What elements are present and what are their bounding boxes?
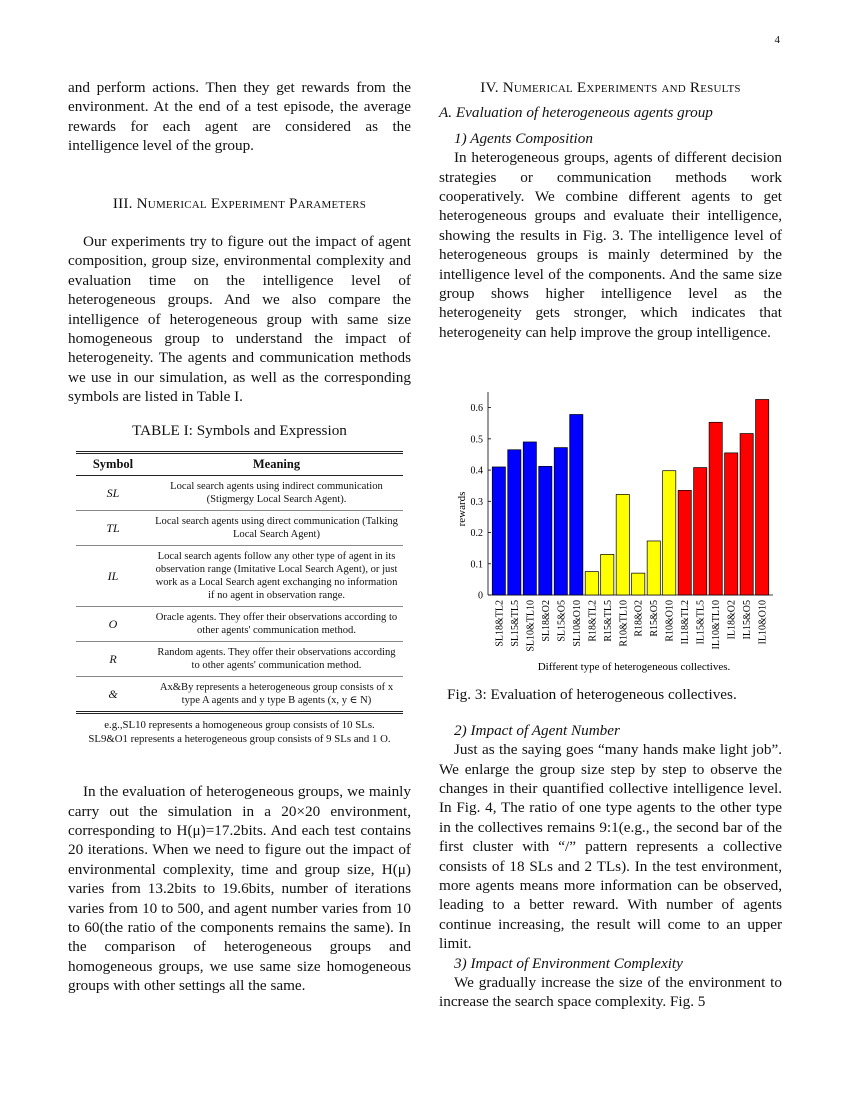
y-tick-label: 0 — [478, 590, 483, 602]
bar-IL10&O10 — [756, 400, 769, 596]
subsubsection-heading-3: 3) Impact of Environment Complexity — [454, 954, 683, 972]
bar-R10&O10 — [663, 471, 676, 595]
chart-bars — [492, 400, 768, 596]
table-header-symbol: Symbol — [92, 457, 134, 472]
paragraph-agent-number: Just as the saying goes “many hands make light job”. We enlarge the group size step by step to observe the changes in their quantified collective intelligence level. In Fig. 4, The ratio of one type agents to the other type in the collectives remains 9:1(e.g., the second bar of the first cluster with “/” pattern represents a collective consists of 18 SLs and 2 TLs). In the test environment, more agents means more information can be observed, leading to a better reward. With number of agents continue increasing, the result will come to an upper limit. — [439, 741, 782, 953]
bar-R18&TL2 — [585, 572, 598, 595]
bar-SL18&TL2 — [492, 467, 505, 595]
bar-IL10&TL10 — [709, 423, 722, 596]
table-cell-symbol: SL — [106, 485, 120, 500]
bar-R18&O2 — [632, 573, 645, 595]
chart-x-tick-labels — [494, 600, 768, 652]
x-tick-label: SL10&O10 — [571, 600, 583, 647]
table-cell-symbol: & — [108, 686, 118, 701]
bar-SL15&O5 — [554, 448, 567, 595]
x-tick-label: R10&O10 — [664, 600, 676, 642]
table-cell-symbol: TL — [106, 520, 120, 535]
table-cell-meaning: Local search agents follow any other type of agent in its observation range (Imitative Local Search Agent), or just work as a Local Search agent exchanging no information if no agent in observation range. — [155, 551, 398, 602]
section-heading-4: IV. Numerical Experiments and Results — [480, 79, 741, 96]
symbols-table — [76, 451, 403, 714]
x-tick-label: SL18&TL2 — [494, 600, 506, 647]
bar-chart — [439, 384, 782, 674]
paragraph-experiments: Our experiments try to figure out the impact of agent composition, group size, environmental complexity and evaluation time on the intelligence level of heterogeneous groups. And we also compare the intelligence of heterogeneous group with same size homogeneous group to understand the impact of heterogeneity. The agents and communication methods we use in our simulation, as well as the corresponding symbols are listed in Table I. — [68, 233, 411, 406]
paragraph-environment: We gradually increase the size of the environment to increase the search space complexity. Fig. 5 — [439, 973, 782, 1011]
table-cell-meaning: Random agents. They offer their observations according to other agents' communication method. — [157, 647, 396, 672]
subsubsection-heading-2: 2) Impact of Agent Number — [454, 721, 620, 739]
x-tick-label: IL10&O10 — [757, 600, 769, 645]
table-cell-symbol: O — [108, 616, 118, 631]
paragraph-intro: and perform actions. Then they get rewards from the environment. At the end of a test episode, the average rewards for each agent are considered as the intelligence level of the group. — [68, 79, 411, 155]
table-row — [76, 642, 403, 677]
table-cell-meaning: Ax&By represents a heterogeneous group consists of x type A agents and y type B agents (x, y ∈ N) — [159, 682, 394, 707]
y-tick-label: 0.5 — [470, 434, 483, 446]
table-cell-meaning: Local search agents using direct communication (Talking Local Search Agent) — [155, 516, 398, 541]
table-cell-symbol: R — [109, 651, 117, 666]
bar-IL15&TL5 — [694, 468, 707, 595]
bar-SL18&O2 — [539, 467, 552, 596]
x-tick-label: SL15&O5 — [556, 600, 568, 642]
paragraph-evaluation: In the evaluation of heterogeneous groups, we mainly carry out the simulation in a 20×20 environment, corresponding to H(μ)=17.2bits. And each test contains 20 iterations. When we need to figure out the impact of environmental complexity, time and group size, H(μ) varies from 13.2bits to 19.6bits, number of iterations varies from 10 to 500, and agent number varies from 10 to 60(the ratio of the components remains the same). In the comparison of heterogeneous groups and homogeneous groups, we use same size homogeneous groups with other settings all the same. — [68, 783, 411, 995]
y-tick-label: 0.2 — [470, 528, 483, 540]
subsubsection-heading-1: 1) Agents Composition — [454, 129, 593, 147]
y-axis-label: rewards — [456, 491, 468, 527]
x-tick-label: SL15&TL5 — [509, 600, 521, 647]
y-tick-label: 0.4 — [470, 465, 483, 477]
bar-SL15&TL5 — [508, 450, 521, 595]
table-row — [76, 677, 403, 713]
bar-IL15&O5 — [740, 434, 753, 595]
x-tick-label: R15&O5 — [649, 600, 661, 637]
bar-IL18&O2 — [725, 453, 738, 595]
table-cell-symbol: IL — [107, 568, 119, 583]
table-row — [76, 546, 403, 607]
paragraph-composition: In heterogeneous groups, agents of different decision strategies or communication methods work cooperatively. We combine different agents to get heterogeneous groups and evaluate their intelligence, showing the results in Fig. 3. The intelligence level of heterogeneous groups is mainly determined by the intelligence level of the components. And the same size group shows higher intelligence level as the heterogeneity gets stronger, which indicates that heterogeneity can help improve the group intelligence. — [439, 149, 782, 341]
y-tick-label: 0.3 — [470, 497, 483, 509]
x-tick-label: R18&TL2 — [587, 600, 599, 642]
x-tick-label: IL15&TL5 — [695, 600, 707, 645]
table-header-meaning: Meaning — [252, 457, 301, 472]
x-tick-label: SL18&O2 — [540, 600, 552, 642]
x-tick-label: R15&TL5 — [602, 600, 614, 642]
x-tick-label: R18&O2 — [633, 600, 645, 637]
y-tick-label: 0.6 — [470, 403, 483, 415]
figure-caption: Fig. 3: Evaluation of heterogeneous collectives. — [447, 686, 737, 704]
bar-R10&TL10 — [616, 495, 629, 596]
table-row — [76, 511, 403, 546]
x-axis-label: Different type of heterogeneous collectives. — [537, 661, 731, 674]
x-tick-label: R10&TL10 — [618, 600, 630, 647]
table-row — [76, 476, 403, 511]
section-heading-3: III. Numerical Experiment Parameters — [112, 194, 367, 212]
x-tick-label: SL10&TL10 — [525, 600, 537, 652]
subsection-heading-a: A. Evaluation of heterogeneous agents group — [439, 104, 713, 122]
bar-IL18&TL2 — [678, 491, 691, 596]
page-number: 4 — [774, 34, 780, 46]
right-column — [439, 78, 782, 1012]
table-header-row — [76, 453, 403, 476]
bar-R15&O5 — [647, 541, 660, 595]
table-note-line2: SL9&O1 represents a heterogeneous group consists of 9 SLs and 1 O. — [88, 733, 391, 746]
table-row — [76, 607, 403, 642]
bar-SL10&TL10 — [523, 442, 536, 595]
table-caption: TABLE I: Symbols and Expression — [132, 421, 347, 439]
table-cell-meaning: Oracle agents. They offer their observations according to other agents' communication method. — [155, 612, 398, 637]
table-cell-meaning: Local search agents using indirect communication (Stigmergy Local Search Agent). — [170, 481, 383, 506]
left-column — [68, 78, 411, 996]
y-tick-label: 0.1 — [470, 559, 483, 571]
bar-SL10&O10 — [570, 415, 583, 596]
x-tick-label: IL10&TL10 — [711, 600, 723, 650]
x-tick-label: IL18&O2 — [726, 600, 738, 640]
x-tick-label: IL15&O5 — [742, 600, 754, 640]
x-tick-label: IL18&TL2 — [680, 600, 692, 645]
table-note-line1: e.g.,SL10 represents a homogeneous group consists of 10 SLs. — [104, 719, 375, 732]
bar-R15&TL5 — [601, 555, 614, 596]
